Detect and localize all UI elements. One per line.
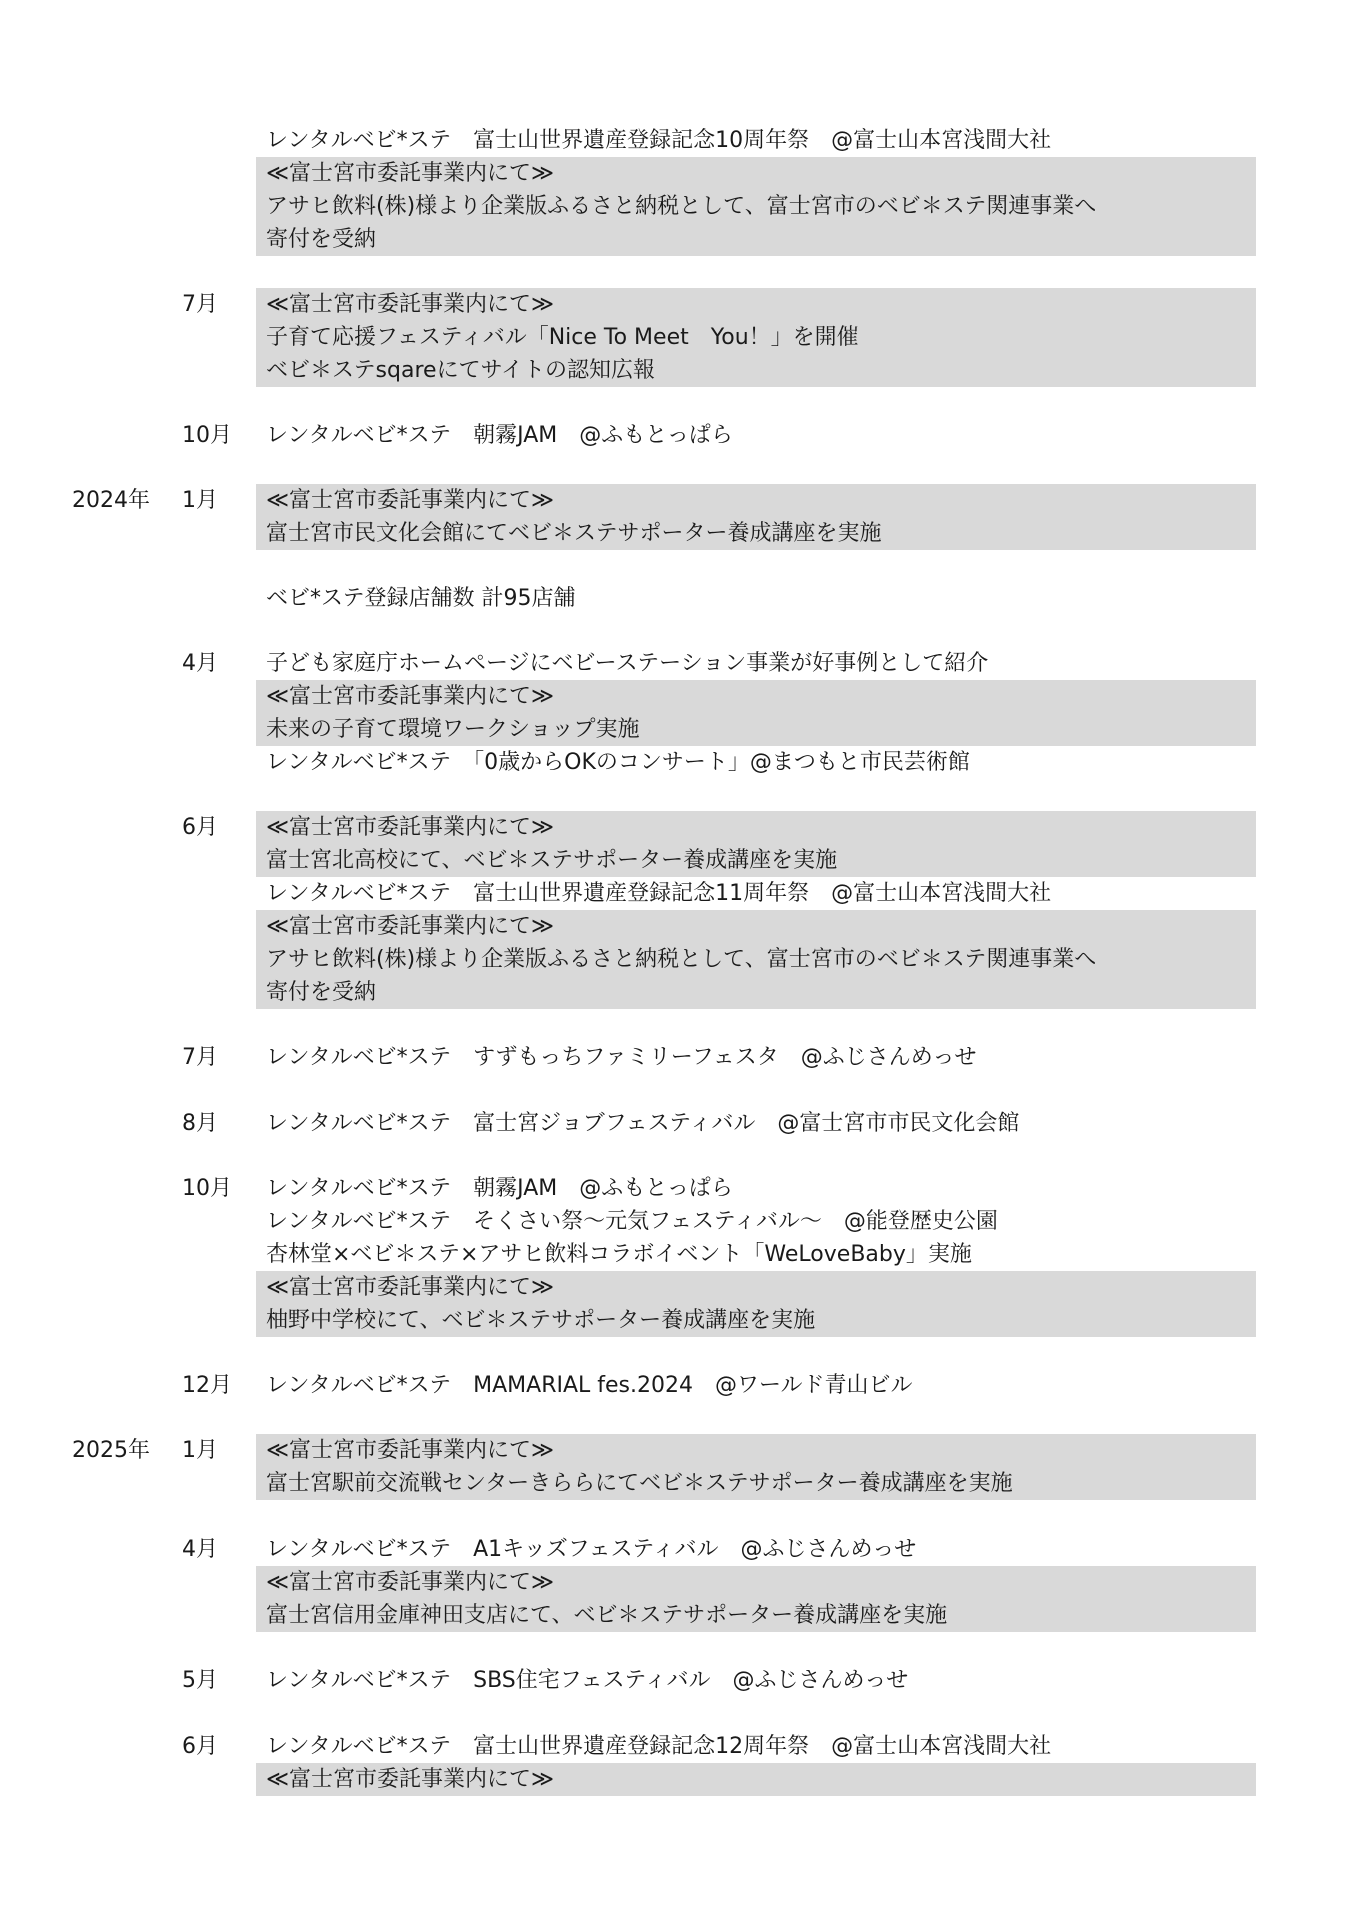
entry-line: 杏林堂×ベビ＊ステ×アサヒ飲料コラボイベント「WeLoveBaby」実施 [266, 1242, 972, 1267]
entry-line: ≪富士宮市委託事業内にて≫ [266, 1275, 555, 1300]
timeline-entry [256, 124, 1256, 157]
month-label: 10月 [182, 423, 232, 448]
highlighted-entry [256, 1566, 1256, 1632]
entry-line: 子ども家庭庁ホームページにベビーステーション事業が好事例として紹介 [266, 651, 989, 676]
highlighted-entry [256, 1763, 1256, 1796]
timeline-entry [256, 1369, 1256, 1402]
year-label: 2025年 [72, 1438, 150, 1463]
entry-line: レンタルベビ*ステ 富士山世界遺産登録記念11周年祭 @富士山本宮浅間大社 [266, 881, 1052, 906]
entry-line: ≪富士宮市委託事業内にて≫ [266, 1438, 555, 1463]
month-label: 12月 [182, 1373, 232, 1398]
month-label: 4月 [182, 1537, 218, 1562]
month-label: 10月 [182, 1176, 232, 1201]
highlighted-entry [256, 1434, 1256, 1500]
entry-line: レンタルベビ*ステ SBS住宅フェスティバル @ふじさんめっせ [266, 1668, 909, 1693]
month-label: 6月 [182, 1734, 218, 1759]
entry-line: ≪富士宮市委託事業内にて≫ [266, 161, 555, 186]
timeline-entry [256, 877, 1256, 910]
entry-line: レンタルベビ*ステ 朝霧JAM @ふもとっぱら [266, 423, 733, 448]
entry-line: レンタルベビ*ステ A1キッズフェスティバル @ふじさんめっせ [266, 1537, 917, 1562]
entry-line: レンタルベビ*ステ 富士山世界遺産登録記念10周年祭 @富士山本宮浅間大社 [266, 128, 1052, 153]
entry-line: 未来の子育て環境ワークショップ実施 [266, 717, 640, 742]
month-label: 6月 [182, 815, 218, 840]
timeline-entry [256, 1041, 1256, 1074]
timeline-entry [256, 647, 1256, 680]
timeline-entry [256, 1664, 1256, 1697]
entry-line: 柚野中学校にて、ベビ＊ステサポーター養成講座を実施 [266, 1308, 816, 1333]
entry-line: 寄付を受納 [266, 980, 377, 1005]
year-label: 2024年 [72, 488, 150, 513]
entry-line: ≪富士宮市委託事業内にて≫ [266, 292, 555, 317]
entry-line: 富士宮駅前交流戦センターきららにてベビ＊ステサポーター養成講座を実施 [266, 1471, 1013, 1496]
month-label: 5月 [182, 1668, 218, 1693]
highlighted-entry [256, 288, 1256, 387]
entry-line: レンタルベビ*ステ 富士山世界遺産登録記念12周年祭 @富士山本宮浅間大社 [266, 1734, 1052, 1759]
highlighted-entry [256, 1271, 1256, 1337]
timeline-entry [256, 746, 1256, 779]
entry-line: 富士宮北高校にて、ベビ＊ステサポーター養成講座を実施 [266, 848, 838, 873]
entry-line: 富士宮信用金庫神田支店にて、ベビ＊ステサポーター養成講座を実施 [266, 1603, 948, 1628]
entry-line: ≪富士宮市委託事業内にて≫ [266, 815, 555, 840]
timeline-entry [256, 1730, 1256, 1763]
month-label: 4月 [182, 651, 218, 676]
entry-line: ≪富士宮市委託事業内にて≫ [266, 488, 555, 513]
timeline-entry [256, 1533, 1256, 1566]
month-label: 1月 [182, 1438, 218, 1463]
month-label: 8月 [182, 1111, 218, 1136]
entry-line: レンタルベビ*ステ 朝霧JAM @ふもとっぱら [266, 1176, 733, 1201]
timeline-entry [256, 1172, 1256, 1271]
timeline-entry [256, 582, 1256, 615]
entry-line: アサヒ飲料(株)様より企業版ふるさと納税として、富士宮市のベビ＊ステ関連事業へ [266, 194, 1097, 219]
highlighted-entry [256, 811, 1256, 877]
entry-line: ベビ*ステ登録店舗数 計95店舗 [266, 586, 576, 611]
entry-line: 子育て応援フェスティバル「Nice To Meet You！」を開催 [266, 325, 859, 350]
entry-line: レンタルベビ*ステ 「0歳からOKのコンサート」@まつもと市民芸術館 [266, 750, 970, 775]
month-label: 1月 [182, 488, 218, 513]
entry-line: 富士宮市民文化会館にてベビ＊ステサポーター養成講座を実施 [266, 521, 882, 546]
entry-line: ≪富士宮市委託事業内にて≫ [266, 914, 555, 939]
highlighted-entry [256, 484, 1256, 550]
month-label: 7月 [182, 292, 218, 317]
entry-line: アサヒ飲料(株)様より企業版ふるさと納税として、富士宮市のベビ＊ステ関連事業へ [266, 947, 1097, 972]
entry-line: レンタルベビ*ステ 富士宮ジョブフェスティバル @富士宮市市民文化会館 [266, 1111, 1020, 1136]
entry-line: レンタルベビ*ステ そくさい祭〜元気フェスティバル〜 @能登歴史公園 [266, 1209, 998, 1234]
entry-line: レンタルベビ*ステ すずもっちファミリーフェスタ @ふじさんめっせ [266, 1045, 977, 1070]
month-label: 7月 [182, 1045, 218, 1070]
entry-line: ≪富士宮市委託事業内にて≫ [266, 1570, 555, 1595]
entry-line: 寄付を受納 [266, 227, 377, 252]
timeline-entry [256, 1107, 1256, 1140]
highlighted-entry [256, 157, 1256, 256]
entry-line: レンタルベビ*ステ MAMARIAL fes.2024 @ワールド青山ビル [266, 1373, 913, 1398]
entry-line: ≪富士宮市委託事業内にて≫ [266, 1767, 555, 1792]
timeline-entry [256, 419, 1256, 452]
highlighted-entry [256, 680, 1256, 746]
entry-line: ベビ＊ステsqareにてサイトの認知広報 [266, 358, 656, 383]
entry-line: ≪富士宮市委託事業内にて≫ [266, 684, 555, 709]
highlighted-entry [256, 910, 1256, 1009]
